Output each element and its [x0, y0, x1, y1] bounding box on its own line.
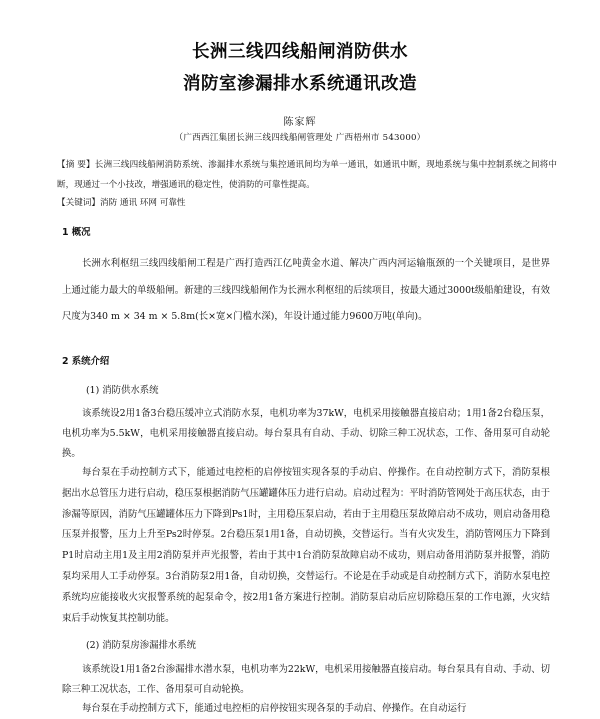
title-line-1: 长洲三线四线船闸消防供水 [192, 42, 408, 62]
drainage-paragraph-1: 该系统设1用1备2台渗漏排水潜水泵，电机功率为22kW，电机采用接触器直接启动。每台泵具有自动、手动、切除三种工况状态，工作、备用泵可自动轮换。 [62, 664, 550, 695]
keywords [57, 196, 186, 208]
keywords-label: 【关键词】 [57, 198, 100, 208]
fire-water-paragraph-1: 该系统设2用1备3台稳压缓冲立式消防水泵，电机功率为37kW，电机采用接触器直接启动；1用1备2台稳压泵，电机功率为5.5kW，电机采用接触器直接启动。每台泵具有自动、手动、切除三种工况状态，工作、备用泵可自动轮换。 [62, 408, 550, 459]
overview-paragraph: 长洲水利枢纽三线四线船闸工程是广西打造西江亿吨黄金水道、解决广西内河运输瓶颈的一个关键项目，是世界上通过能力最大的单级船闸。新建的三线四线船闸作为长洲水利枢纽的后续项目，按最大通过3000t级船舶建设，有效尺度为340 m × 34 m × 5.8m(长×宽×门槛水深)，年设计通过能力9600万吨(单向)。 [62, 258, 550, 322]
subsection-heading-fire-water: (1) 消防供水系统 [86, 385, 159, 396]
drainage-paragraph-2: 每台泵在手动控制方式下，能通过电控柜的启停按钮实现各泵的手动启、停操作。在自动运行 [82, 703, 467, 714]
abstract-text: 长洲三线四线船闸消防系统、渗漏排水系统与集控通讯间均为单一通讯，如通讯中断，现地系统与集中控制系统之间将中断，现通过一个小技改，增强通讯的稳定性，使消防的可靠性提高。 [57, 160, 557, 190]
title-line-2: 消防室渗漏排水系统通讯改造 [183, 74, 417, 94]
abstract-label: 【摘 要】 [57, 160, 95, 170]
subsection-heading-drainage: (2) 消防泵房渗漏排水系统 [86, 640, 197, 651]
section-heading-overview: 1 概况 [62, 227, 91, 238]
affiliation: （广西西江集团长洲三线四线船闸管理处 广西梧州市 543000） [174, 133, 426, 143]
author: 陈家辉 [283, 117, 317, 128]
abstract [57, 155, 557, 195]
fire-water-paragraph-2: 每台泵在手动控制方式下，能通过电控柜的启停按钮实现各泵的手动启、停操作。在自动控制方式下，消防泵根据出水总管压力进行启动，稳压泵根据消防气压罐罐体压力进行启动。启动过程为：平时消防管网处于高压状态，由于渗漏等原因，消防气压罐罐体压力下降到Ps1时，主用稳压泵启动，若由于主用稳压泵故障启动不成功，则启动备用稳压泵并报警，压力上升至Ps2时停泵。2台稳压泵1用1备，自动切换，交替运行。当有火灾发生，消防管网压力下降到P1时启动主用1及主用2消防泵并声光报警，若由于其中1台消防泵故障启动不成功，则启动备用消防泵并报警，消防泵均采用人工手动停泵。3台消防泵2用1备，自动切换，交替运行。不论是在手动或是自动控制方式下，消防水泵电控系统均应能接收火灾报警系统的起泵命令，按2用1备方案进行控制。消防泵启动后应切除稳压泵的工作电源，火灾结束后手动恢复其控制功能。 [62, 467, 550, 624]
section-heading-system: 2 系统介绍 [62, 356, 110, 367]
keywords-text: 消防 通讯 环网 可靠性 [99, 198, 186, 208]
